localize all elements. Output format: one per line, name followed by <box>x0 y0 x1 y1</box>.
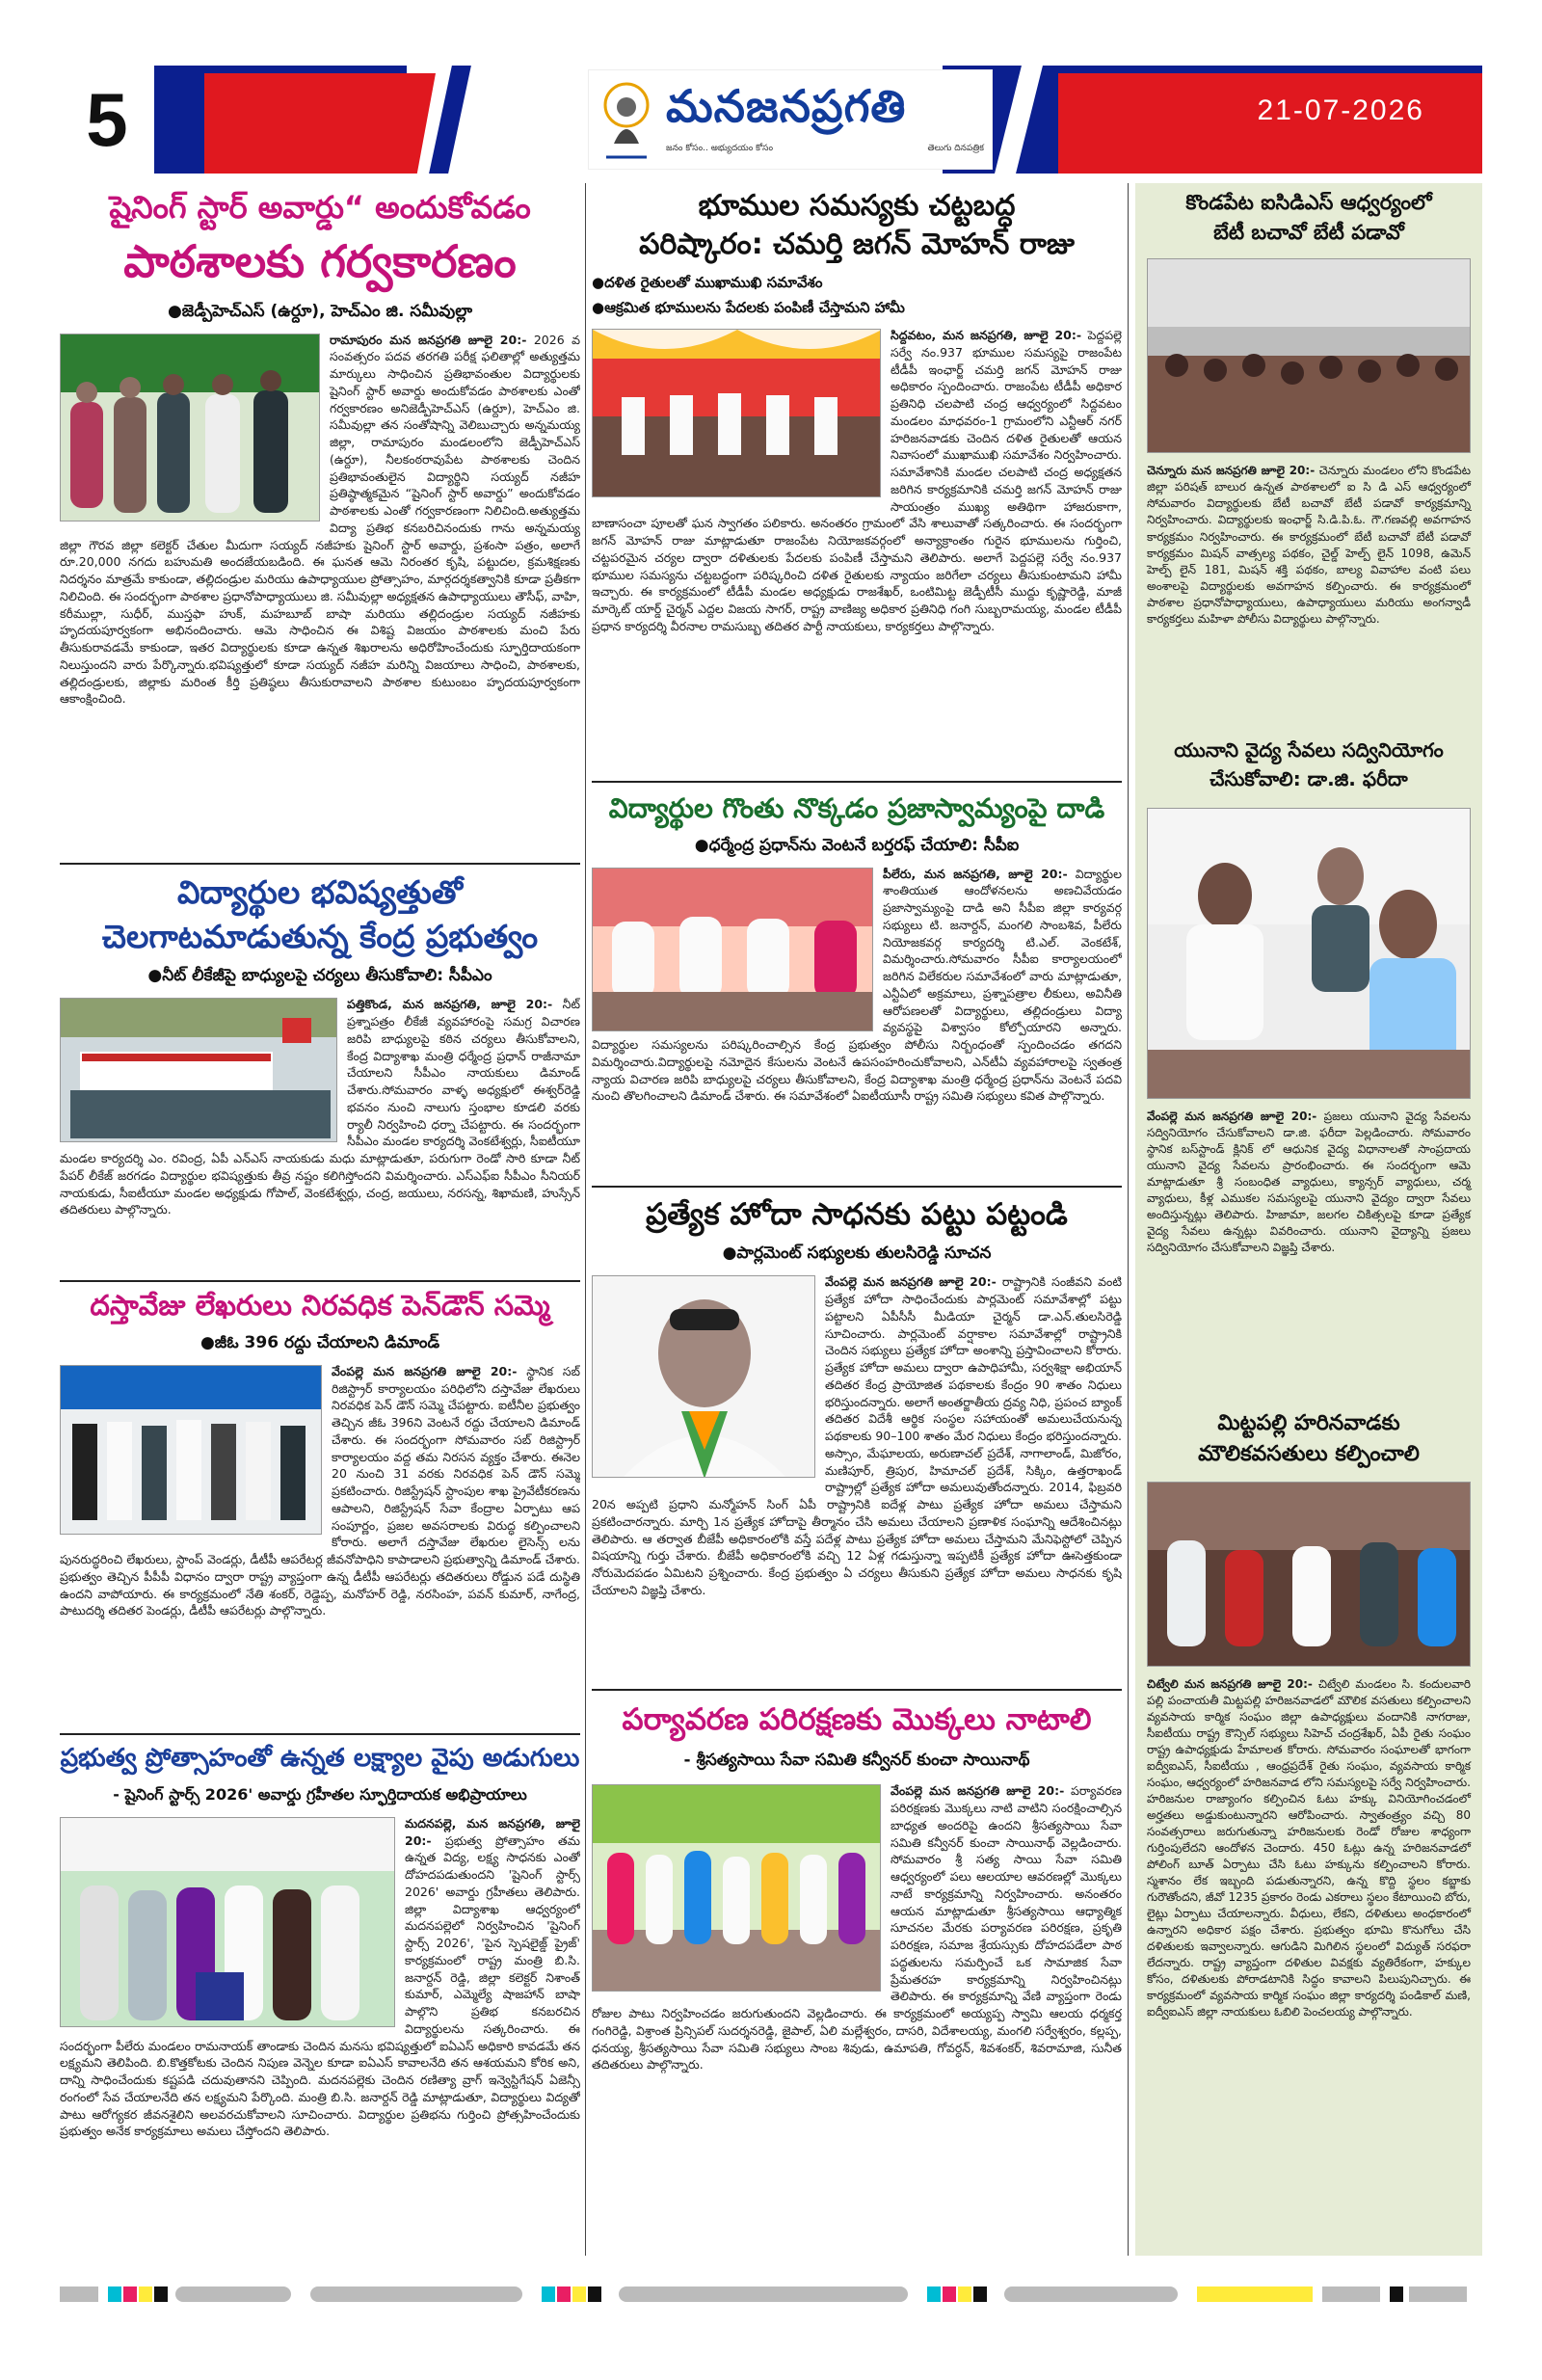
article-divider <box>592 1689 1122 1691</box>
article-dateline: వేంపల్లె మన జనప్రగతి జూలై 20:- <box>1147 1110 1317 1123</box>
article-body <box>60 996 580 1218</box>
headline: ప్రభుత్వ ప్రోత్సాహంతో ఉన్నత లక్ష్యాల వైపు అడుగులు <box>60 1744 580 1773</box>
article-dateline: వేంపల్లె మన జనప్రగతి జూలై 20:- <box>825 1274 997 1290</box>
tulasireddy-portrait-photo <box>592 1275 815 1478</box>
headline-line-1: మిట్టపల్లి హరినవాడకు <box>1217 1411 1400 1435</box>
headline-line-2: చెలగాటమాడుతున్న కేంద్ర ప్రభుత్వం <box>101 917 539 955</box>
headline-line-2: పాఠశాలకు గర్వకారణం <box>123 235 517 288</box>
newspaper-tagline: జనం కోసం.. అభ్యుదయం కోసం <box>666 144 774 153</box>
print-registration-strip <box>60 2286 1482 2302</box>
masthead-stripe-left <box>429 66 471 174</box>
article-body <box>60 1363 580 1619</box>
article-body <box>60 1815 580 2140</box>
pen-down-strike-photo <box>60 1365 322 1535</box>
article-text: నీట్ ప్రశ్నాపత్రం లీకేజీ వ్యవహారంపై సమగ్ర విచారణ జరిపి బాధ్యులపై కఠిన చర్యలు తీసుకోవాలని, కేంద్ర విద్యాశాఖ మంత్రి ధర్మేంద్ర ప్రధాన్ రాజీనామా చేయాలని సీపీఎం నాయకులు డిమాండ్ చేశారు.సోమవారం వాళ్ళ <box>347 997 580 1098</box>
award-winners-photo <box>60 1817 395 2027</box>
article-dateline: మదనపల్లె, మన జనప్రగతి, జూలై 20:- <box>405 1815 580 1848</box>
article-divider <box>60 1280 580 1282</box>
headline-line-2: బేటీ బచావో బేటీ పడావో <box>1213 221 1404 245</box>
article-dateline: చెన్నూరు మన జనప్రగతి జూలై 20:- <box>1147 464 1316 478</box>
newspaper-logo <box>588 69 993 170</box>
column-divider <box>585 183 586 2256</box>
meeting-stage-photo <box>592 329 881 497</box>
article-subhead-2: ●ఆక్రమిత భూములను పేదలకు పంపిణీ చేస్తామని హామీ <box>592 298 905 316</box>
article-dateline: పత్తికొండ, మన జనప్రగతి, జూలై 20:- <box>347 997 553 1012</box>
newspaper-subtitle: తెలుగు దినపత్రిక <box>927 144 984 153</box>
article-divider <box>60 1733 580 1735</box>
article-text: రాష్ట్రానికి సంజీవని వంటి ప్రత్యేక హోదా సాధించేందుకు పార్లమెంట్ సమావేశాల్లో పట్టు పట్టాలని ఏపీసీసీ మీడియా చైర్మన్ డా.ఎన్.తులసిరెడ్డి సూచించారు. పార్లమెంట్ వర్షాకాల సమావేశాల్లో రాష్ట్రానికి చెందిన సభ్యులు ప్రత్యేక హోదా అంశాన్ని ప్రస్తావించాలని కోరారు. ప్రత్యేక హోదా అమలు ద్వారా ఉపాధిహామీ, సర్వశిక్షా అభియాన్ తదితర కేంద్ర ప్రాయోజిత పథకాలకు కేంద్రం 90 శాతం నిధులు భరిస్తుందన్నారు. అలాగే అంతర్జాతీయ ద్రవ్య నిధి, ప్రపంచ బ్యాంక్ తదితర విదేశీ ఆర్థిక సంస్థల సహాయంతో అమలుచేయనున్న పథకాలకు 90–100 శాతం మేర నిధులు కేంద్రం భరిస్తుందన్నారు. అస్సాం, మేఘాలయ, <box>825 1274 1122 1460</box>
article-body <box>592 327 1122 635</box>
article-text-continued: అధ్యక్షులో ఈశ్వర్‌రెడ్డి భవనం నుంచి నాలుగు స్తంభాల కూడలి వరకు ర్యాలీ నిర్వహించి ధర్నా చేపట్టారు. ఈ సందర్భంగా సీపీఎం మండల కార్యదర్శి వెంకటేశ్వర్లు, సీఐటీయూ మండల కార్యదర్శి ఎం. రవింద్ర, ఏపీ ఎన్‌ఎస్ నాయకుడు మధు మాట్లాడుతూ, పరుగుగా రెండో సారి కూడా నీట్ పేపర్ లీకేజ్ జరగడం విద్యార్థుల భవిష్యత్తుకు తీవ్ర నష్టం కలిగిస్తోందని విమర్శించారు. ఎస్‌ఎఫ్‌ఐ సీపీఎం సీనియర్ నాయకుడు, సీఐటీయూ మండల అధ్యక్షుడు గోపాల్, వెంకటేశ్వర్లు, చంద్ర, జయులు, నరసన్న, శిఖామణి, హుస్సేన్ తదితరులు పాల్గొన్నారు. <box>60 1083 580 1217</box>
article-dateline: వేంపల్లె మన జనప్రగతి జూలై 20:- <box>332 1363 518 1378</box>
article-text-continued: ప్రైవేటీకరణను ఆపాలని, రిజిస్ట్రేషన్ సేవా కేంద్రాల ఏర్పాటు ఆప సంపూర్ణం, ప్రజల అవసరాలకు విరుద్ధ కల్పించాలని కోరారు. అలాగే దస్తావేజు లేఖరుల లైసెన్స్ లను పునరుద్ధరించి లేఖరులు, స్టాంప్ వెండర్లు, డీటీపీ ఆపరేటర్ల జీవనోపాధిని కాపాడాలని ప్రభుత్వాన్ని డిమాండ్ చేశారు. ప్రభుత్వం తెచ్చిన పీపీపీ విధానం ద్వారా రాష్ట్ర వ్యాప్తంగా ఉన్న డీటీపీ ఆపరేటర్లు తదితరులు రోడ్డున పడే దుస్థితి ఉందని వాపోయారు. ఈ కార్యక్రమంలో నేతి శంకర్, రెడ్డెప్ప, మనోహర్ రెడ్డి, నరసింహ, పవన్ కుమార్, నాగేంద్ర, పాటుదర్శి తదితర పెండర్లు, డీటీపీ ఆపరేటర్లు పాల్గొన్నారు. <box>60 1484 580 1618</box>
article-text: చిట్వేలి మండలం సి. కందులవారి పల్లి పంచాయతీ మిట్టపల్లి హరిజనవాడలో మౌలిక వసతులు కల్పించాలని వ్యవసాయ కార్మిక సంఘం జిల్లా ఉపాధ్యక్షులు వందానికి నాగరాజు, సీఐటీయు రాష్ట్ర కౌన్సిల్ సభ్యులు సిహెచ్ చంద్రశేఖర్, ఏపీ రైతు సంఘం రాష్ట్ర ఉపాధ్యక్షుడు హేమాలత కోరారు. సోమవారం సంఘాలతో భాగంగా ఐద్వీఐఎస్, సీఐటీయు , ఆంధ్రప్రదేశ్ రైతు సంఘం, వ్యవసాయ కార్మిక సంఘం, ఆధ్వర్యంలో హరిజనవాడ లోని సమస్యలపై సర్వే నిర్వహించారు. హరిజనుల రాజ్యాంగం కల్పించిన ఓటు హక్కు వినియోగించడంలో అర్హతలు అడ్డుకుంటున్నారని ఆరోపించారు. స్వాతంత్ర్యం వచ్చి 80 సంవత్సరాలు జరుగుతున్నా హరిజనులకు రెండో రోజుల శాధ్యంగా గుర్తింపులేదని ఆందోళన చెందారు. 450 ఓట్లు ఉన్న హరిజనవాడలో పోలింగ్ బూత్ ఏర్పాటు చేసి ఓటు హక్కును కల్పించాలని కోరారు. స్మశానం లేక ఇబ్బంది పడుతున్నారని, ఉన్న కొద్ది స్థలం కబ్జాకు గురౌతోందని, జీవో 1235 ప్రకారం రెండు ఎకరాలు స్థలం కేటాయించి బోరు, లైట్లు ఏర్పాటు చేయాలన్నారు. వీధులు, లేకని, దళితులు అంధకారంలో ఉన్నారని అధికార పక్షం చేశారు. ప్రభుత్వం భూమి కొనుగోలు చేసి దళితులకు ఇవ్వాలన్నారు. ఆగుడిని మిగిలిన స్థలంలో విద్యుత్ సరఫరా లేదన్నారు. రాష్ట్ర వ్యాప్తంగా దళితుల వివక్షకు వ్యతిరేకంగా, హక్కుల కోసం, దళితులకు పోరాడటానికి సిద్ధం కావాలని పిలుపునిచ్చారు. ఈ కార్యక్రమంలో వ్యవసాయ కార్మిక సంఘం జిల్లా కార్యదర్శి పండికాల్ మణి, ఐద్వీఐఎస్ జిల్లా నాయకులు ఓబిలి పెంచలయ్య పాల్గొన్నారు. <box>1147 1676 1471 2019</box>
headline-line-1: కొండపేట ఐసిడిఎస్ ఆధ్వర్యంలో <box>1185 191 1432 214</box>
article-dateline: రామాపురం మన జనప్రగతి జూలై 20:- <box>330 332 527 347</box>
article-shining-star-school <box>60 183 580 858</box>
article-body <box>60 332 580 709</box>
award-ceremony-photo <box>60 334 320 521</box>
column-right-sidebar <box>1135 183 1482 2256</box>
article-text-continued: ఆధ్యాత్మిక సూచనల మేరకు పర్యావరణ పరిరక్షణ, ప్రకృతి పరిరక్షణ, సమాజ శ్రేయస్సుకు దోహదపడేలా పాఠ పద్ధతులను సమర్పించే ఒక సామాజిక సేవా ప్రేమతరహ కార్యక్రమాన్ని నిర్వహించినట్లు తెలిపారు. ఈ కార్యక్రమాన్ని వేణి వ్యాప్తంగా రెండు రోజుల పాటు నిర్వహించడం జరుగుతుందని వెల్లడించారు. ఈ కార్యక్రమంలో అయ్యప్ప స్వామి ఆలయ ధర్మకర్త గంగిరెడ్డి, విశ్రాంత ప్రిన్సిపల్ సుదర్శనరెడ్డి, జైపాల్, ఏలి మల్లేశ్వరం, దాసరి, విదేశాలయ్య, మంగలి సర్వేశ్వరం, కల్లప్ప, ధనయ్య, శ్రీసత్యసాయి సేవా సమితి సభ్యులు సాంబ శివుడు, ఉమాపతి, గోవర్ధన్, శివశంకర్, శివరామాజి, సునీత తదితరులు పాల్గొన్నారు. <box>592 1903 1122 2072</box>
article-subhead: ●పార్లమెంట్ సభ్యులకు తులసిరెడ్డి సూచన <box>722 1243 992 1264</box>
village-meeting-photo <box>1147 1482 1471 1667</box>
awareness-meeting-photo <box>1147 258 1471 453</box>
newspaper-name: మనజనప్రగతి <box>666 80 907 132</box>
article-body <box>1147 1676 1471 2021</box>
headline: విద్యార్థుల గొంతు నొక్కడం ప్రజాస్వామ్యంపై దాడి <box>608 792 1105 824</box>
headline: పర్యావరణ పరిరక్షణకు మొక్కలు నాటాలి <box>622 1702 1092 1737</box>
article-dateline: వేంపల్లె మన జనప్రగతి జూలై 20:- <box>891 1783 1065 1799</box>
article-beti-bachao <box>1135 183 1482 723</box>
article-body <box>1147 463 1471 627</box>
article-text-continued: విలేకరుల సమావేశంలో వారు మాట్లాడుతూ, ఎన్టీఏలో అక్రమాలు, ప్రశ్నాపత్రాల లీకులు, అవినీతి ఆరోపణలతో విద్యార్థులు, తల్లిదండ్రులు విద్యా వ్యవస్థపై విశ్వాసం కోల్పోయారని అన్నారు. విద్యార్థుల సమస్యలను పరిష్కరించాల్సిన కేంద్ర ప్రభుత్వం పోలీసు నిర్బంధంతో స్పందించడం తగదని విమర్శించారు.విద్యార్థులపై నమోదైన కేసులను వెంటనే ఉపసంహరించుకోవాలని, ఎన్‌టీఏ వ్యవహారాలపై స్వతంత్ర న్యాయ విచారణ జరిపి బాధ్యులపై చర్యలు తీసుకోవాలని, కేంద్ర విద్యాశాఖ మంత్రి ధర్మేంద్ర ప్రధాన్‌ను వెంటనే పదవి నుంచి తొలగించాలని డిమాండ్ చేశారు. ఈ సమావేశంలో ఏఐటీయూసీ రాష్ట్ర సమితి సభ్యులు కవిత పాల్గొన్నారు. <box>592 969 1122 1104</box>
article-dateline: సిద్దవటం, మన జనప్రగతి, జూలై 20:- <box>891 328 1082 342</box>
protest-rally-photo <box>60 998 337 1142</box>
article-subhead: ●జెడ్పీహెచ్‌ఎస్ (ఉర్దూ), హెచ్‌ఎం జి. సమీవుల్లా <box>167 301 473 321</box>
headline-line-2: మౌలికవసతులు కల్పించాలి <box>1198 1442 1420 1467</box>
article-text: ప్రజలు యునాని వైద్య సేవలను సద్వినియోగం చేసుకోవాలని డా.జి. ఫరీదా పెల్లడించారు. సోమవారం స్థానిక బస్‌స్టాండ్ క్లినిక్ లో ఆధునిక వైద్య విధానాలతో సాంప్రదాయ యునాని వైద్య సేవలను ప్రారంభించారు. ఈ సందర్భంగా ఆమె మాట్లాడుతూ శ్రీ సంబంధిత వ్యాధులు, క్యాన్సర్ వ్యాధులు, చర్మ వ్యాధులు, కీళ్ల ఎముకల సమస్యలపై యునాని వైద్యం ద్వారా సేవలు అందిస్తున్నట్లు తెలిపారు. హిజామా, జలగల చికిత్సలపై కూడా ప్రత్యేక వైద్య సేవలు ఉన్నట్లు వివరించారు. యునాని వైద్యాన్ని ప్రజలు సద్వినియోగం చేసుకోవాలని విజ్ఞప్తి చేశారు. <box>1147 1110 1471 1255</box>
headline-line-2: చేసుకోవాలి: డా.జి. ఫరీదా <box>1210 767 1408 790</box>
article-subhead: ●జీఓ 396 రద్దు చేయాలని డిమాండ్ <box>199 1332 440 1352</box>
article-text-continued: ఎమ్మెల్యే షాజహాన్ బాషా పాల్గొని ప్రతిభ కనబరచిన విద్యార్థులను సత్కరించారు. ఈ సందర్భంగా పీలేరు మండలం రామనాయక్ తాండాకు చెందిన మనసు భవిష్యత్తులో ఐఏఎస్ అధికారి కావడమే తన లక్ష్యమని తెలిపింది. బి.కొత్తకోటకు చెందిన నిపుణ వెన్నెల కూడా ఐఏఎస్ కావాలనేది తన ఆశయమని కోరిక అని, దాన్ని సాధించేందుకు కష్టపడి చదువుతానని చెప్పింది. మదనపల్లెకు చెందిన రణిత్యా వ్రాగ్ ఇన్వెస్టిగేషన్ ఏజెన్సీ రంగంలో సేవ చేయాలనేది తన లక్ష్యమని పేర్కొంది. మంత్రి బి.సి. జనార్దన్ రెడ్డి మాట్లాడుతూ, విద్యార్థులు విద్యతో పాటు ఆరోగ్యకర జీవనశైలిని అలవరచుకోవాలని సూచించారు. విద్యార్థుల ప్రతిభను గుర్తించి ప్రోత్సహించేందుకు ప్రభుత్వం అనేక కార్యక్రమాలు అమలు చేస్తోందని తెలిపారు. <box>60 1987 580 2139</box>
tree-planting-photo <box>592 1784 881 1992</box>
article-subhead: ●ధర్మేంద్ర ప్రధాన్‌ను వెంటనే బర్తరఫ్ చేయాలి: సీపీఐ <box>694 835 1020 855</box>
article-dateline: చిట్వేలి మన జనప్రగతి జూలై 20:- <box>1147 1676 1313 1691</box>
sun-portrait-logo-icon <box>597 76 656 163</box>
headline-line-2: పరిష్కారం: చమర్తి జగన్ మోహన్ రాజు <box>639 227 1075 261</box>
column-divider <box>1128 183 1129 2256</box>
article-mittapalli-facilities <box>1135 1407 1482 2256</box>
page-number: 5 <box>60 66 154 174</box>
headline-line-1: యునాని వైద్య సేవలు సద్వినియోగం <box>1174 738 1444 762</box>
article-subhead: ●నీట్ లీకేజీపై బాధ్యులపై చర్యలు తీసుకోవాలి: సీపీఎం <box>147 966 492 986</box>
headline-line-1: భూముల సమస్యకు చట్టబద్ధ <box>698 189 1016 223</box>
masthead <box>60 66 1482 174</box>
article-text: పర్యావరణ పరిరక్షణకు మొక్కలు నాటి వాటిని సంరక్షించాల్సిన బాధ్యత అందరిపై ఉందని శ్రీసత్యసాయి సేవా సమితి కన్వీనర్ కుంచా సాయినాథ్ వెల్లడించారు. సోమవారం శ్రీ సత్య సాయి సేవా సమితి ఆధ్వర్యంలో పలు ఆలయాల ఆవరణల్లో మొక్కలు నాటే కార్యక్రమాన్ని నిర్వహించారు. అనంతరం ఆయన మాట్లాడుతూ శ్రీసత్యసాయి <box>891 1783 1122 1918</box>
issue-date: 21-07-2026 <box>1257 94 1424 126</box>
headline: ప్రత్యేక హోదా సాధనకు పట్టు పట్టండి <box>646 1197 1068 1232</box>
headline: దస్తావేజు లేఖరులు నిరవధిక పెన్‌డౌన్ సమ్మె <box>90 1289 550 1322</box>
headline-line-1: షైనింగ్ స్టార్ అవార్డు“ అందుకోవడం <box>109 189 531 226</box>
article-text-continued: జిల్లా, రామాపురం మండలంలోని జెడ్పీహెచ్‌ఎస్ (ఉర్దూ), నీలకంఠరావుపేట పాఠశాలకు చెందిన ప్రతిభావంతులైన విద్యార్థిని సయ్యద్ నజీహ ప్రతిష్ఠాత్మకమైన “షైనింగ్ స్టార్ అవార్డు” అందుకోవడం పాఠశాలకు ఎంతో గర్వకారణంగా నిలిచింది.అత్యుత్తమ విద్యా ప్రతిభ కనబరిచినందుకు గాను అన్నమయ్య జిల్లా గౌరవ జిల్లా కలెక్టర్ చేతుల మీదుగా సయ్యద్ నజీహకు షైనింగ్ స్టార్ అవార్డు, ప్రశంసా పత్రం, అలాగే రూ.20,000 నగదు బహుమతి అందజేయబడింది. ఈ ఘనత ఆమె నిరంతర కృషి, పట్టుదల, క్రమశిక్షణకు నిదర్శనం మాత్రమే కాకుండా, తల్లిదండ్రుల మరియు ఉపాధ్యాయుల ప్రోత్సాహం, మార్గదర్శకత్వానికి కూడా ప్రతీకగా నిలిచింది. ఈ సందర్భంగా పాఠశాల ప్రధానోపాధ్యాయులు జి. సమీవుల్లా అధ్యక్షతన ఉపాధ్యాయులు తౌసీఫ్, వాహి, కరీముల్లా, సుధీర్, ముస్తఫా హుక్, మహబూబ్ బాషా మరియు తల్లిదండ్రుల సయ్యద్ నజీహకు హృదయపూర్వకంగా అభినందించారు. ఆమె సాధించిన ఈ విశిష్ట విజయం పాఠశాలకు మంచి పేరు తీసుకురావడమే కాకుండా, ఇతర విద్యార్థులకు కూడా ఉన్నత శిఖరాలను అధిరోహించేందుకు స్ఫూర్తిదాయకంగా నిలుస్తుందని వారు పేర్కొన్నారు.భవిష్యత్తులో కూడా సయ్యద్ నజీహ మరిన్ని విజయాలు సాధించి, పాఠశాలకు, తల్లిదండ్రులకు, జిల్లాకు మరింత కీర్తి ప్రతిష్ఠలు తీసుకురావాలని పాఠశాల కుటుంబం హృదయపూర్వకంగా ఆకాంక్షించింది. <box>60 435 580 707</box>
press-meet-photo <box>592 868 873 1031</box>
article-subhead: - షైనింగ్ స్టార్స్ 2026' అవార్డు గ్రహీతల స్ఫూర్తిదాయక అభిప్రాయాలు <box>113 1785 527 1805</box>
article-unani-medicine <box>1135 735 1482 1486</box>
article-body <box>1147 1109 1471 1256</box>
headline-line-1: విద్యార్థుల భవిష్యత్తుతో <box>176 873 464 911</box>
article-subhead: - శ్రీసత్యసాయి సేవా సమితి కన్వీనర్ కుంచా సాయినాథ్ <box>683 1751 1030 1771</box>
article-text-continued: అరుణాచల్ ప్రదేశ్, నాగాలాండ్, మిజోరం, మణిపూర్, త్రిపుర, హిమాచల్ ప్రదేశ్, సిక్కిం, ఉత్తరాఖండ్ రాష్ట్రాల్లో ప్రత్యేక హోదా అమలువుతోందన్నారు. 2014, ఫిబ్రవరి 20న అప్పటి ప్రధాని మన్మోహన్ సింగ్ ఏపీ రాష్ట్రానికి ఐదేళ్ల పాటు ప్రత్యేక హోదా అమలు చేస్తామని ప్రకటించారన్నారు. మార్చి 1న ప్రత్యేక హోదాపై తీర్మానం చేసి అమలు చేయాలని ప్రణాళిక సంఘాన్ని ఆదేశించినట్లు తెలిపారు. ఆ తర్వాత బీజేపీ అధికారంలోకి వస్తే పదేళ్ల పాటు ప్రత్యేక హోదా అమలు చేస్తామని మేనిఫెస్టోలో చెప్పిన విషయాన్ని గుర్తు చేశారు. బీజేపీ అధికారంలోకి వచ్చి 12 ఏళ్ల గడుస్తున్నా ఇప్పటికీ ప్రత్యేక హోదా ఊసెత్తకుండా నోరుమెదపడం ఏమిటని ప్రశ్నించారు. కేంద్ర ప్రభుత్వం ఏ చర్యలు తీసుకుని ప్రత్యేక హోదా అమలు సాధనకు కృషి చేయాలని విజ్ఞప్తి చేశారు. <box>592 1445 1122 1597</box>
article-text: పెద్దపల్లె సర్వే నం.937 భూముల సమస్యపై రాజంపేట టీడీపీ ఇంఛార్జ్ చమర్తి జగన్ మోహన్ రాజు అధికారం స్పందించారు. రాజంపేట టీడీపీ అధికార ప్రతినిధి చలపాటి చంద్ర ఆధ్వర్యంలో సిద్దవటం మండలం మాధవరం-1 గ్రామంలోని ఎన్టీఆర్ నగర్ హరిజనవాడకు చెందిన దళిత రైతులతో <box>891 328 1122 445</box>
article-text: ప్రభుత్వ ప్రోత్సాహం తమ ఉన్నత విద్య, లక్ష్య సాధనకు ఎంతో దోహదపడుతుందని 'షైనింగ్ స్టార్స్ 2026' అవార్డు గ్రహీతలు తెలిపారు. జిల్లా విద్యాశాఖ ఆధ్వర్యంలో మదనపల్లెలో నిర్వహించిన 'షైనింగ్ స్టార్స్ 2026', 'పైన స్పెషలైజ్డ్ ప్రైజ్' కార్యక్రమంలో రాష్ట్ర మంత్రి బి.సి. జనార్దన్ రెడ్డి, జిల్లా కలెక్టర్ నిశాంత్ కుమార్, <box>405 1832 580 2002</box>
masthead-red-band-left <box>204 73 436 174</box>
article-text: స్థానిక సబ్ రిజిస్ట్రార్ కార్యాలయం పరిధిలోని దస్తావేజు లేఖరులు నిరవధిక పెన్ డౌన్ సమ్మె చేపట్టారు. ఐటీనీల ప్రభుత్వం తెచ్చిన జీఓ 396ని వెంటనే రద్దు చేయాలని డిమాండ్ చేశారు. ఈ సందర్భంగా సోమవారం సబ్ రిజిస్ట్రార్ కార్యాలయం వద్ద తమ నిరసన వ్యక్తం చేశారు. ఈనెల 20 నుంచి 31 వరకు నిరవధిక పెన్ డౌన్ సమ్మె ప్రకటించారు. రిజిస్ట్రేషన్ స్టాంపుల శాఖ <box>332 1363 580 1499</box>
article-text: విద్యార్థుల శాంతియుత ఆందోళనలను అణచివేయడం ప్రజాస్వామ్యంపై దాడి అని సీపీఐ జిల్లా కార్యవర్గ సభ్యులు టి. జనార్దన్, మంగలి సాంబశివ, పీలేరు నియోజకవర్గ కార్యదర్శి టి.ఎల్. వెంకటేశ్, విమర్శించారు.సోమవారం సీపీఐ కార్యాలయంలో జరిగిన <box>883 866 1122 984</box>
article-text: 2026 వ సంవత్సరం పదవ తరగతి పరీక్ష ఫలితాల్లో అత్యుత్తమ మార్కులు సాధించిన ప్రతిభావంతుల విద్యార్థులకు షైనింగ్ స్టార్ అవార్డు అందుకోవడం పాఠశాలకు ఎంతో గర్వకారణం అనిజెడ్పీహెచ్‌ఎస్ (ఉర్దూ), హెచ్‌ఎం జి. సమీవుల్లా తన సంతోషాన్ని వెలిబుచ్చారు అన్నమయ్య <box>330 332 580 433</box>
article-divider <box>60 863 580 865</box>
article-tree-plantation <box>592 1697 1122 2285</box>
article-text: చెన్నూరు మండలం లోని కొండపేట జిల్లా పరిషత్ బాలుర ఉన్నత పాఠశాలలో ఐ సి డి ఎస్ ఆధ్వర్యంలో సోమవారం విద్యార్థులకు బేటీ బచావో బేటీ పడావో కార్యక్రమాన్ని నిర్వహించారు. విద్యార్థులకు ఇంఛార్జ్ సి.డి.పి.ఓ. గౌ.గణవల్లి అవగాహన కార్యక్రమం నిర్వహించారు. ఈ కార్యక్రమంలో బేటీ బచావో బేటీ పడావో కార్యక్రమం మిషన్ వాత్సల్య పథకం, చైల్డ్ హెల్ప్ లైన్ 1098, ఉమెన్ హెల్ప్ లైన్ 181, మిషన్ శక్తి పథకం, బాల్య వివాహాల వంటి పలు అంశాలపై విద్యార్థులకు అవగాహన కల్పించారు. ఈ కార్యక్రమంలో పాఠశాల ప్రధానోపాధ్యాయులు, ఉపాధ్యాయులు మరియు అంగన్వాడీ కార్యకర్తలు మహిళా పోలీసు విద్యార్థులు పాల్గొన్నారు. <box>1147 464 1471 626</box>
article-body <box>592 1273 1122 1598</box>
doctor-checkup-photo <box>1147 808 1471 1099</box>
article-divider <box>592 1186 1122 1188</box>
article-land-issue-solution <box>592 183 1122 800</box>
article-text-continued: ఆయన నివాసంలో ముఖాముఖి సమావేశం నిర్వహించారు. సమావేశానికి మండల చలపాటి చంద్ర అధ్యక్షతన జరిగిన కార్యక్రమానికి చమర్తి జగన్ మోహన్ రాజు సాయంత్రం ముఖ్య అతిథిగా హాజరుకాగా, బాణాసంచా పూలతో ఘన స్వాగతం పలికారు. అనంతరం గ్రామంలో వేసి శాలువాతో సత్కరించారు. ఈ సందర్భంగా జగన్ మోహన్ రాజు మాట్లాడుతూ రాజంపేట నియోజకవర్గంలో అన్యాక్రాంతం గురైన భూములను గుర్తించి, చట్టపరమైన చర్యల ద్వారా దళితులకు పేదలకు పంపిణీ చేస్తామని తెలిపారు. అలాగే పెద్దపల్లె సర్వే నం.937 భూముల సమస్యను చట్టబద్ధంగా పరిష్కరించి దళిత రైతులకు న్యాయం జరిగేలా చర్యలు తీసుకుంటామని హామీ ఇచ్చారు. ఈ కార్యక్రమంలో టీడీపీ మండల అధ్యక్షుడు రాజశేఖర్, ఒంటిమిట్ట జెడ్పీటీసీ ముద్దు కృష్ణారెడ్డి, మాజీ మార్కెట్ యార్డ్ చైర్మన్ ఎద్దల విజయ సాగర్, రాష్ట్ర వాణిజ్య అధికార ప్రతినిధి గంగి సుబ్బరామయ్య, మండల టీడీపీ ప్రధాన కార్యదర్శి వీరనాల రామసుబ్బ తదితర పార్టీ నాయకులు, కార్యకర్తలు పాల్గొన్నారు. <box>592 430 1122 633</box>
article-shining-stars-winners <box>60 1740 580 2280</box>
article-body <box>592 1782 1122 2073</box>
article-body <box>592 866 1122 1106</box>
article-divider <box>592 781 1122 783</box>
article-subhead-1: ●దళిత రైతులతో ముఖాముఖి సమావేశం <box>592 274 823 291</box>
article-dateline: పీలేరు, మన జనప్రగతి, జూలై 20:- <box>883 866 1068 881</box>
